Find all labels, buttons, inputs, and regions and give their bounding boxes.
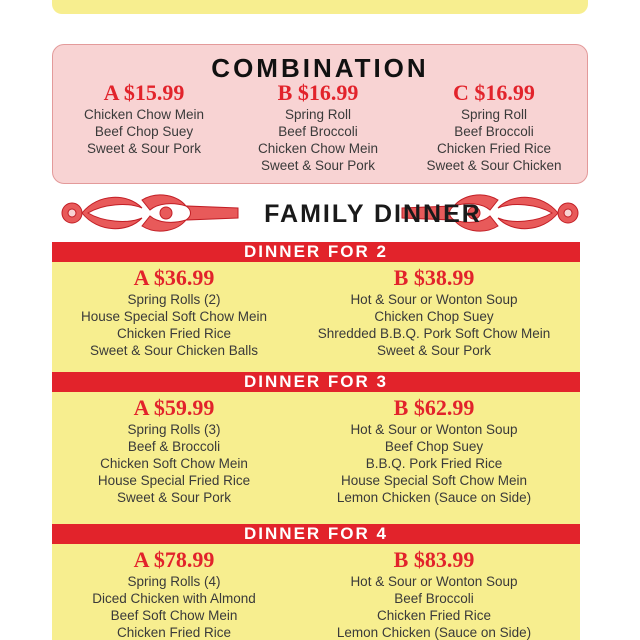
dinner-2-a-price: A $36.99 — [133, 265, 215, 290]
menu-item: Sweet & Sour Pork — [86, 141, 202, 156]
menu-item: Shredded B.B.Q. Pork Soft Chow Mein — [317, 326, 551, 341]
menu-item: Beef Chop Suey — [94, 124, 194, 139]
menu-item: Sweet & Sour Chicken — [426, 158, 562, 173]
dinner-2-option-b — [304, 266, 564, 359]
menu-item: Lemon Chicken (Sauce on Side) — [336, 625, 532, 640]
menu-item: House Special Fried Rice — [97, 473, 251, 488]
menu-item: Chicken Soft Chow Mein — [100, 456, 248, 471]
menu-item: Chicken Chop Suey — [374, 309, 494, 324]
dinner-for-2-heading: DINNER FOR 2 — [52, 242, 580, 262]
combination-panel — [52, 44, 588, 184]
menu-item: Sweet & Sour Pork — [260, 158, 376, 173]
dinner-for-3-heading: DINNER FOR 3 — [52, 372, 580, 392]
dinner-for-4-heading: DINNER FOR 4 — [52, 524, 580, 544]
dinner-3-b-price: B $62.99 — [393, 395, 475, 420]
menu-item: Spring Roll — [284, 107, 352, 122]
dinner-3-option-a — [56, 396, 292, 506]
combo-option-c — [405, 81, 583, 174]
dinner-4-b-price: B $83.99 — [393, 547, 475, 572]
menu-item: Spring Rolls (2) — [127, 292, 221, 307]
menu-item: B.B.Q. Pork Fried Rice — [365, 456, 503, 471]
menu-item: Beef & Broccoli — [127, 439, 221, 454]
dinner-2-b-price: B $38.99 — [393, 265, 475, 290]
menu-item: Chicken Fried Rice — [116, 326, 232, 341]
dinner-4-option-a — [56, 548, 292, 640]
dinner-2-option-a — [56, 266, 292, 359]
menu-item: Chicken Fried Rice — [376, 608, 492, 623]
menu-item: Chicken Chow Mein — [257, 141, 379, 156]
dinner-4-option-b — [304, 548, 564, 640]
menu-item: Beef Broccoli — [454, 124, 534, 139]
menu-item: House Special Soft Chow Mein — [340, 473, 528, 488]
menu-item: Diced Chicken with Almond — [92, 591, 256, 606]
dinner-3-a-price: A $59.99 — [133, 395, 215, 420]
menu-item: Hot & Sour or Wonton Soup — [350, 292, 518, 307]
top-banner-strip — [52, 0, 588, 14]
dinner-3-option-b — [304, 396, 564, 506]
menu-item: Hot & Sour or Wonton Soup — [350, 422, 518, 437]
dinner-4-a-price: A $78.99 — [133, 547, 215, 572]
menu-item: Lemon Chicken (Sauce on Side) — [336, 490, 532, 505]
menu-item: Spring Rolls (3) — [127, 422, 221, 437]
menu-item: Sweet & Sour Chicken Balls — [89, 343, 259, 358]
family-dinner-banner — [58, 188, 582, 238]
dinner-for-3-panel — [52, 392, 580, 524]
menu-item: Chicken Chow Mein — [83, 107, 205, 122]
combo-a-price: A $15.99 — [103, 80, 185, 105]
dinner-for-2-panel — [52, 262, 580, 372]
menu-item: Beef Broccoli — [394, 591, 474, 606]
menu-item: Spring Roll — [460, 107, 528, 122]
menu-item: Sweet & Sour Pork — [376, 343, 492, 358]
menu-item: Chicken Fried Rice — [436, 141, 552, 156]
combo-c-price: C $16.99 — [453, 80, 535, 105]
combo-b-price: B $16.99 — [277, 80, 359, 105]
combo-option-b — [229, 81, 407, 174]
dinner-for-4-panel — [52, 544, 580, 640]
menu-item: Sweet & Sour Pork — [116, 490, 232, 505]
menu-item: Beef Broccoli — [278, 124, 358, 139]
menu-item: Hot & Sour or Wonton Soup — [350, 574, 518, 589]
combo-option-a — [55, 81, 233, 157]
menu-item: Beef Soft Chow Mein — [110, 608, 238, 623]
menu-item: Beef Chop Suey — [384, 439, 484, 454]
family-dinner-title: FAMILY DINNER — [264, 200, 482, 228]
menu-item: Spring Rolls (4) — [127, 574, 221, 589]
combination-title: COMBINATION — [211, 53, 429, 83]
menu-item: House Special Soft Chow Mein — [80, 309, 268, 324]
menu-item: Chicken Fried Rice — [116, 625, 232, 640]
